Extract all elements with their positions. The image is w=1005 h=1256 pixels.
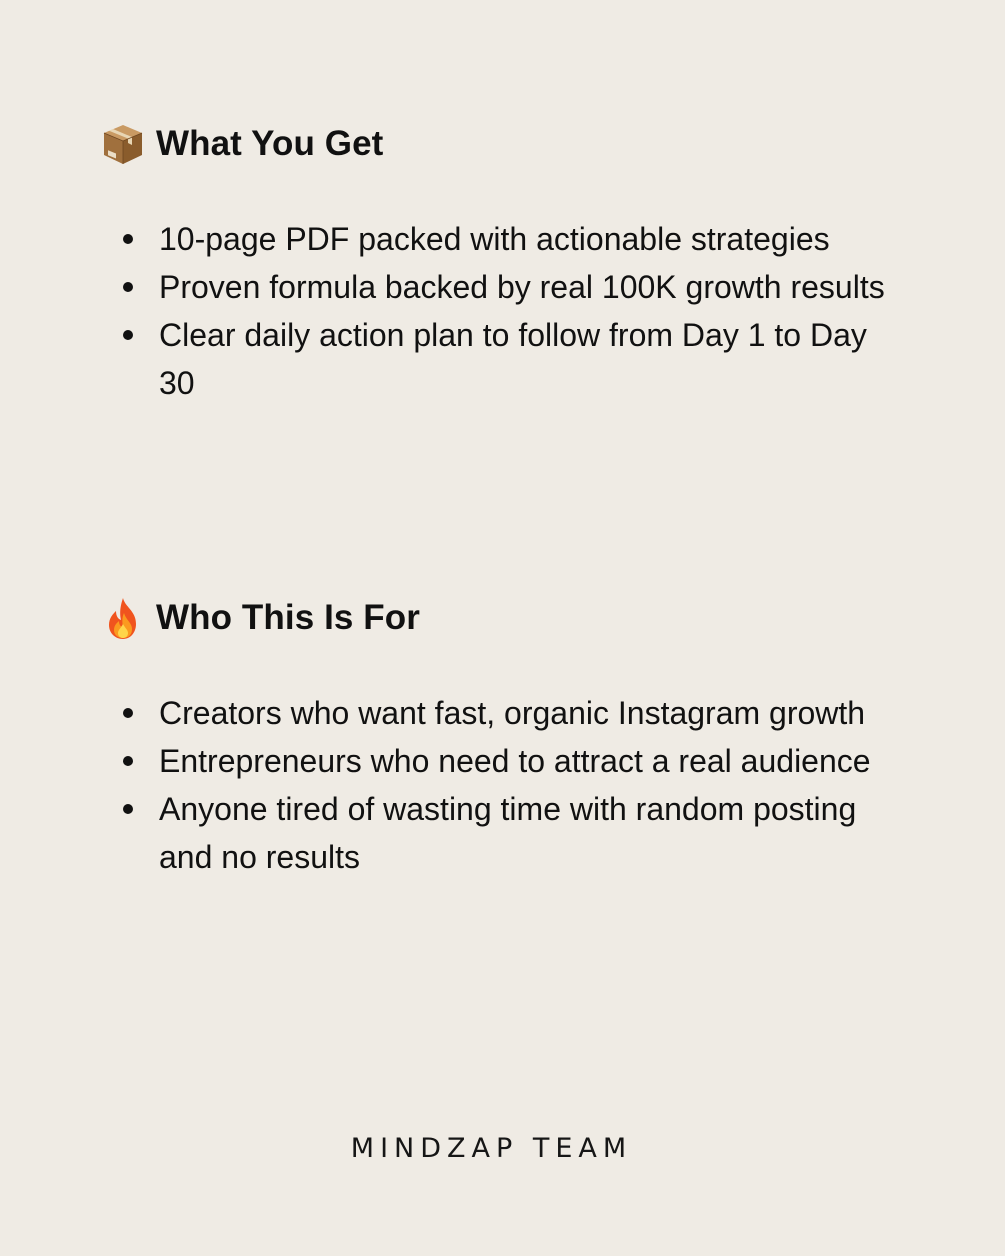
package-icon xyxy=(100,121,146,167)
bullet-icon xyxy=(123,708,133,718)
bullet-icon xyxy=(123,282,133,292)
bullet-icon xyxy=(123,330,133,340)
who-this-is-for-heading xyxy=(100,592,920,644)
who-this-is-for-section xyxy=(100,592,920,881)
who-this-is-for-title: Who This Is For xyxy=(156,598,420,637)
bullet-icon xyxy=(123,804,133,814)
what-you-get-section xyxy=(100,118,920,407)
list-item: Entrepreneurs who need to attract a real audience xyxy=(100,737,899,785)
what-you-get-heading xyxy=(100,118,920,170)
what-you-get-title: What You Get xyxy=(156,124,384,163)
list-item: Anyone tired of wasting time with random posting and no results xyxy=(100,785,899,881)
footer-brand xyxy=(0,1133,1005,1164)
who-this-is-for-list xyxy=(100,689,920,881)
list-item: Proven formula backed by real 100K growth results xyxy=(100,263,899,311)
fire-icon xyxy=(100,595,146,641)
list-item: 10-page PDF packed with actionable strategies xyxy=(100,215,899,263)
bullet-icon xyxy=(123,756,133,766)
bullet-icon xyxy=(123,234,133,244)
what-you-get-list xyxy=(100,215,920,407)
list-item: Clear daily action plan to follow from Day 1 to Day 30 xyxy=(100,311,899,407)
list-item: Creators who want fast, organic Instagram growth xyxy=(100,689,899,737)
brand-name: MINDZAP TEAM xyxy=(350,1133,633,1164)
